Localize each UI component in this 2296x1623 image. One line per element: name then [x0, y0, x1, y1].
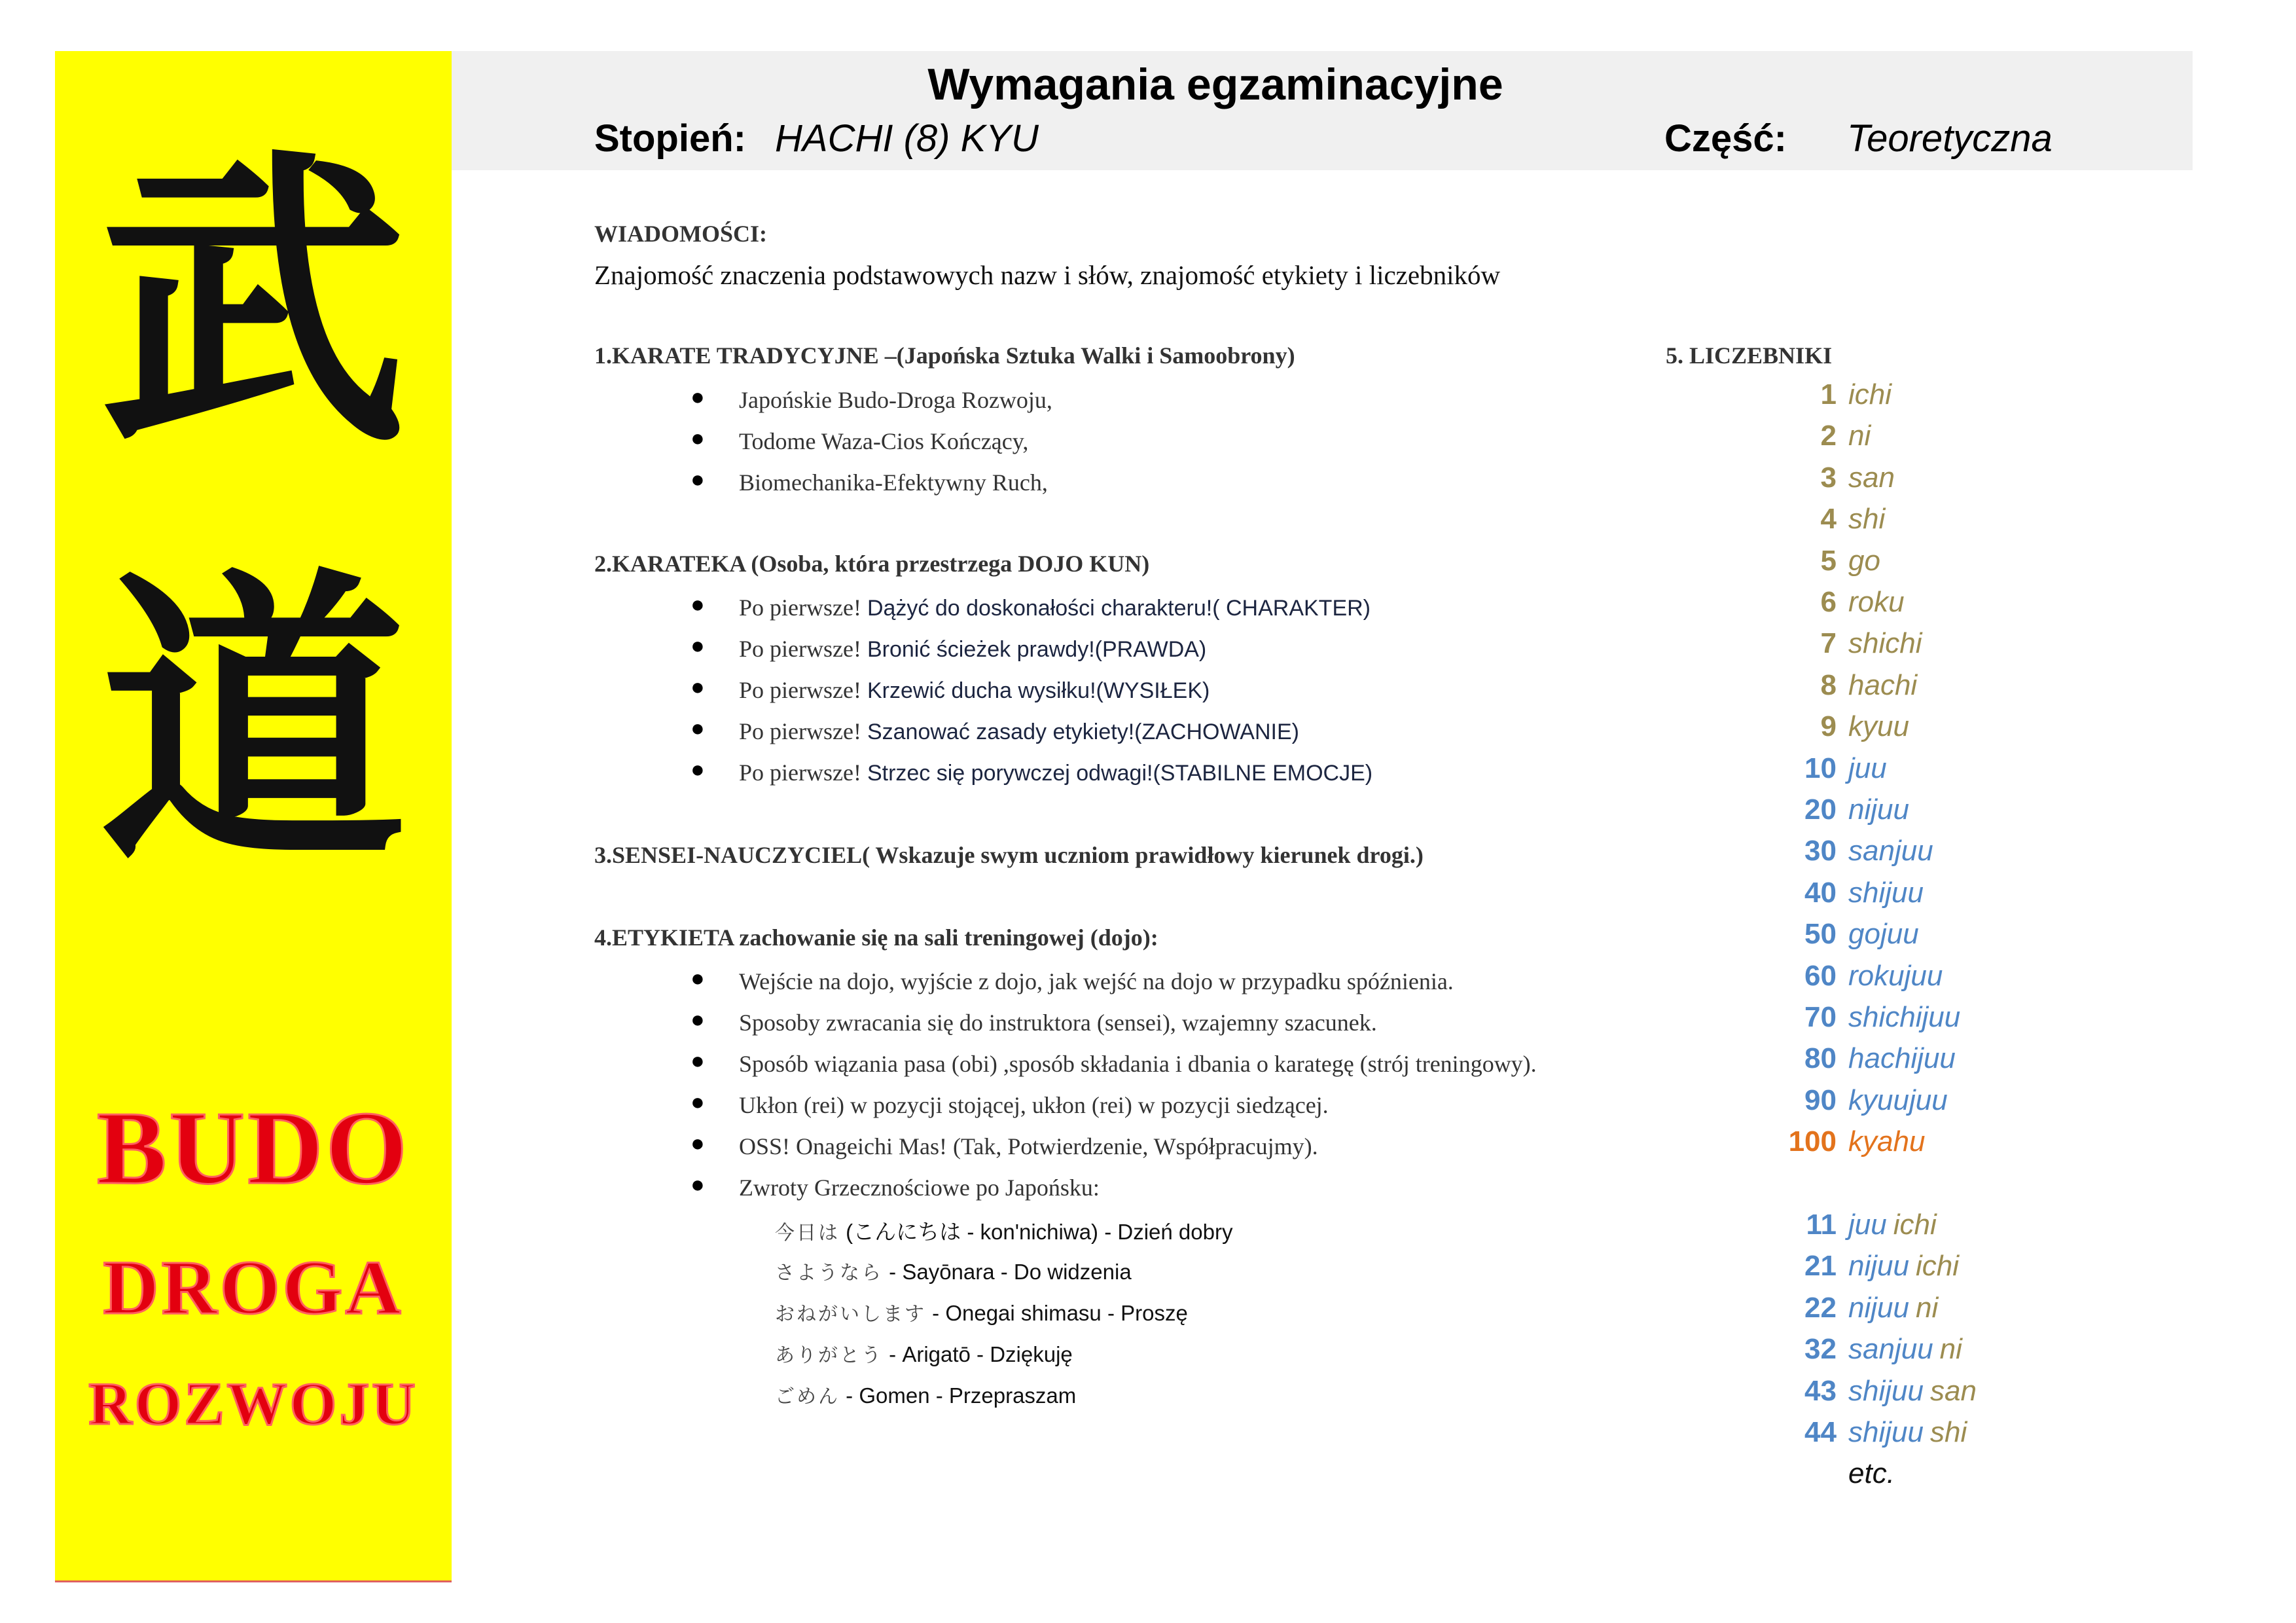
- numeral-word: nijuu: [1848, 1250, 1909, 1283]
- bullet-icon: ●: [691, 715, 705, 741]
- numeral-number: 3: [1820, 461, 1837, 494]
- numeral-row: [1702, 1001, 1960, 1042]
- numeral-row: [1702, 1292, 1938, 1333]
- degree-value: HACHI (8) KYU: [775, 117, 1039, 160]
- numeral-word: juu: [1848, 752, 1887, 784]
- bullet-icon: ●: [691, 1130, 705, 1156]
- section2-title: 2.KARATEKA (Osoba, która przestrzega DOJO KUN): [594, 551, 1150, 577]
- numeral-word: shi: [1848, 503, 1886, 536]
- dojo-kun-prefix: Po pierwsze!: [739, 718, 861, 744]
- numeral-number: 9: [1820, 710, 1837, 743]
- phrase-jp: さようなら: [775, 1262, 883, 1285]
- numeral-word: nijuu: [1848, 793, 1909, 826]
- numeral-number: 10: [1804, 752, 1837, 784]
- numeral-number: 50: [1804, 918, 1837, 951]
- numeral-word: nijuu: [1848, 1291, 1909, 1324]
- section1-title: 1.KARATE TRADYCYJNE –(Japońska Sztuka Walki i Samoobrony): [594, 342, 1295, 369]
- numeral-row: [1702, 793, 1909, 835]
- dojo-kun-text: Strzec się porywczej odwagi!(STABILNE EMOCJE): [867, 761, 1373, 786]
- kanji-bu: 武: [99, 122, 407, 484]
- numeral-row: [1702, 752, 1887, 793]
- numeral-word-part: ichi: [1915, 1250, 1959, 1283]
- etiquette-item: Ukłon (rei) w pozycji stojącej, ukłon (rei) w pozycji siedzącej.: [739, 1092, 1329, 1118]
- bullet-icon: ●: [691, 965, 705, 991]
- numeral-number: 4: [1820, 503, 1837, 536]
- numeral-word: shijuu: [1848, 1374, 1924, 1407]
- dojo-kun-item: [739, 635, 1206, 663]
- numeral-word: shijuu: [1848, 1416, 1924, 1448]
- numeral-row: [1702, 1333, 1962, 1374]
- etiquette-item: Wejście na dojo, wyjście z dojo, jak wejść na dojo w przypadku spóźnienia.: [739, 968, 1454, 994]
- intro-heading: WIADOMOŚCI:: [594, 221, 768, 247]
- phrase-row: [775, 1339, 1073, 1368]
- numeral-row: [1702, 378, 1892, 420]
- numeral-word: ichi: [1848, 378, 1892, 410]
- numeral-row: [1702, 877, 1924, 918]
- numeral-word: shijuu: [1848, 876, 1924, 909]
- numeral-number: 70: [1804, 1001, 1837, 1033]
- numeral-row: [1702, 627, 1922, 668]
- kanji-do: 道: [99, 541, 407, 903]
- phrase-text: - Arigatō - Dziękuję: [883, 1342, 1073, 1366]
- numeral-word-part: ni: [1939, 1333, 1962, 1366]
- numeral-row: [1702, 1209, 1937, 1250]
- numeral-number: 20: [1804, 793, 1837, 826]
- dojo-kun-prefix: Po pierwsze!: [739, 759, 861, 786]
- numeral-row: [1702, 710, 1909, 752]
- numeral-word: roku: [1848, 586, 1905, 618]
- etiquette-item: OSS! Onageichi Mas! (Tak, Potwierdzenie, Współpracujmy).: [739, 1133, 1318, 1159]
- phrase-row: [775, 1298, 1188, 1326]
- bullet-icon: ●: [691, 632, 705, 659]
- numeral-word-part: ichi: [1893, 1209, 1937, 1241]
- dojo-kun-prefix: Po pierwsze!: [739, 594, 861, 621]
- numerals-title: 5. LICZEBNIKI: [1666, 342, 1833, 369]
- part-value: Teoretyczna: [1847, 117, 2053, 160]
- sidebar-banner: [55, 51, 452, 1582]
- numeral-number: 2: [1820, 420, 1837, 452]
- dojo-kun-text: Dążyć do doskonałości charakteru!( CHARAKTER): [867, 596, 1371, 621]
- dojo-kun-text: Krzewić ducha wysiłku!(WYSIŁEK): [867, 678, 1210, 703]
- numeral-word: juu: [1848, 1209, 1887, 1241]
- bullet-icon: ●: [691, 466, 705, 492]
- numeral-number: 43: [1804, 1374, 1837, 1407]
- numeral-number: 8: [1820, 668, 1837, 701]
- bullet-icon: ●: [691, 674, 705, 700]
- phrase-jp: ありがとう: [775, 1344, 883, 1367]
- numeral-word: kyahu: [1848, 1125, 1926, 1158]
- page-title: Wymagania egzaminacyjne: [927, 60, 1503, 109]
- numeral-word: gojuu: [1848, 918, 1919, 951]
- numeral-row: [1702, 1125, 1925, 1167]
- dojo-kun-item: [739, 594, 1371, 621]
- phrase-text: - Gomen - Przepraszam: [840, 1383, 1077, 1408]
- numeral-word: etc.: [1848, 1457, 1895, 1490]
- numeral-row: [1702, 420, 1871, 461]
- numeral-row: [1702, 462, 1895, 503]
- dojo-kun-text: Szanować zasady etykiety!(ZACHOWANIE): [867, 720, 1299, 744]
- section3-title: 3.SENSEI-NAUCZYCIEL( Wskazuje swym uczniom prawidłowy kierunek drogi.): [594, 842, 1424, 868]
- budo-word: BUDO: [96, 1089, 410, 1206]
- header-band: [452, 51, 2193, 170]
- dojo-kun-item: [739, 718, 1299, 745]
- numeral-word: rokujuu: [1848, 959, 1943, 992]
- numeral-number: 11: [1806, 1209, 1837, 1241]
- etiquette-item: Sposób wiązania pasa (obi) ,sposób składania i dbania o karategę (strój treningowy).: [739, 1051, 1537, 1077]
- numeral-row: [1702, 1457, 1895, 1499]
- dojo-kun-prefix: Po pierwsze!: [739, 677, 861, 703]
- bullet-icon: ●: [691, 425, 705, 451]
- numeral-row: [1702, 586, 1905, 627]
- numeral-number: 44: [1804, 1416, 1837, 1448]
- numeral-word: sanjuu: [1848, 835, 1933, 867]
- section1-item: Japońskie Budo-Droga Rozwoju,: [739, 387, 1052, 413]
- numeral-number: 80: [1804, 1042, 1837, 1075]
- numeral-number: 22: [1804, 1291, 1837, 1324]
- numeral-word: hachi: [1848, 668, 1918, 701]
- numeral-word: kyuujuu: [1848, 1084, 1948, 1116]
- phrase-row: [775, 1215, 1232, 1246]
- numeral-word: san: [1848, 461, 1895, 494]
- bullet-icon: ●: [691, 384, 705, 410]
- dojo-kun-prefix: Po pierwsze!: [739, 636, 861, 662]
- intro-text: Znajomość znaczenia podstawowych nazw i słów, znajomość etykiety i liczebników: [594, 260, 1501, 290]
- phrase-text: (こんにちは - kon'nichiwa) - Dzień dobry: [840, 1220, 1233, 1244]
- phrase-jp: ごめん: [775, 1385, 840, 1408]
- bullet-icon: ●: [691, 591, 705, 617]
- part-label: Część:: [1664, 117, 1787, 160]
- numeral-word: shichi: [1848, 627, 1922, 660]
- numeral-row: [1702, 960, 1943, 1001]
- dojo-kun-text: Bronić ścieżek prawdy!(PRAWDA): [867, 637, 1207, 662]
- numeral-row: [1702, 1084, 1948, 1125]
- bullet-icon: ●: [691, 1048, 705, 1074]
- etiquette-item: Sposoby zwracania się do instruktora (sensei), wzajemny szacunek.: [739, 1010, 1377, 1036]
- numeral-word-part: ni: [1915, 1291, 1939, 1324]
- section1-item: Biomechanika-Efektywny Ruch,: [739, 469, 1048, 496]
- numeral-word: ni: [1848, 420, 1871, 452]
- numeral-word: sanjuu: [1848, 1333, 1933, 1366]
- numeral-row: [1702, 1375, 1977, 1416]
- numeral-row: [1702, 918, 1919, 959]
- numeral-word: go: [1848, 544, 1880, 577]
- phrase-jp: おねがいします: [775, 1303, 926, 1326]
- numeral-number: 90: [1804, 1084, 1837, 1116]
- phrase-jp: 今日は: [775, 1222, 840, 1245]
- degree-label: Stopień:: [594, 117, 746, 160]
- section4-title: 4.ETYKIETA zachowanie się na sali treningowej (dojo):: [594, 924, 1158, 951]
- bullet-icon: ●: [691, 1089, 705, 1115]
- rozwoju-word: ROZWOJU: [88, 1370, 418, 1437]
- dojo-kun-item: [739, 676, 1210, 704]
- numeral-number: 1: [1820, 378, 1837, 410]
- numeral-word: shichijuu: [1848, 1001, 1961, 1033]
- numeral-row: [1702, 503, 1885, 544]
- numeral-number: 30: [1804, 835, 1837, 867]
- bullet-icon: ●: [691, 1171, 705, 1197]
- section1-item: Todome Waza-Cios Kończący,: [739, 428, 1029, 454]
- numeral-number: 40: [1804, 876, 1837, 909]
- numeral-word-part: san: [1929, 1374, 1977, 1407]
- phrase-text: - Onegai shimasu - Proszę: [926, 1301, 1188, 1325]
- numeral-row: [1702, 545, 1880, 586]
- numeral-row: [1702, 1042, 1956, 1084]
- droga-word: DROGA: [103, 1245, 404, 1330]
- phrase-row: [775, 1256, 1132, 1285]
- numeral-number: 7: [1820, 627, 1837, 660]
- numeral-number: 21: [1804, 1250, 1837, 1283]
- numeral-row: [1702, 1250, 1959, 1291]
- numeral-row: [1702, 1416, 1967, 1457]
- numeral-number: 32: [1804, 1333, 1837, 1366]
- numeral-word: kyuu: [1848, 710, 1909, 743]
- numeral-row: [1702, 669, 1917, 710]
- numeral-number: 100: [1788, 1125, 1837, 1158]
- bullet-icon: ●: [691, 756, 705, 782]
- numeral-row: [1702, 835, 1933, 876]
- numeral-number: 6: [1820, 586, 1837, 618]
- numeral-word: hachijuu: [1848, 1042, 1956, 1075]
- numeral-row: [1702, 1167, 1848, 1209]
- dojo-kun-item: [739, 759, 1372, 786]
- bullet-icon: ●: [691, 1006, 705, 1032]
- numeral-number: 60: [1804, 959, 1837, 992]
- numeral-number: 5: [1820, 544, 1837, 577]
- phrase-row: [775, 1380, 1076, 1409]
- numeral-word-part: shi: [1929, 1416, 1967, 1448]
- etiquette-item: Zwroty Grzecznościowe po Japońsku:: [739, 1175, 1100, 1201]
- phrase-text: - Sayōnara - Do widzenia: [883, 1260, 1132, 1284]
